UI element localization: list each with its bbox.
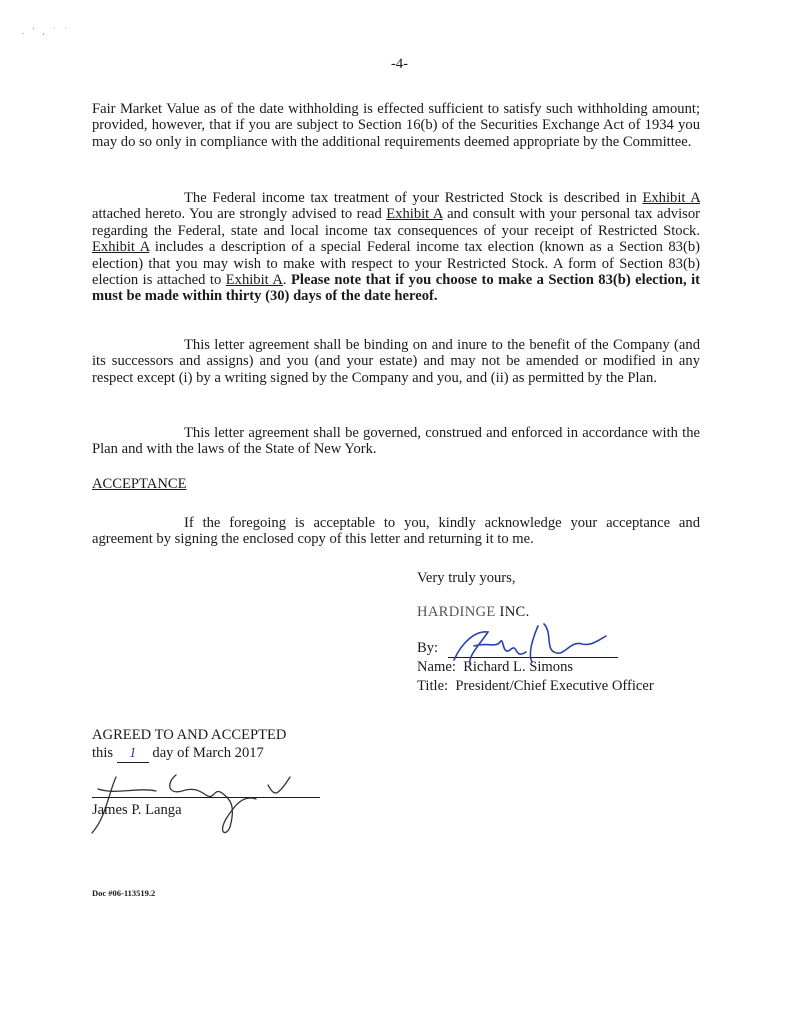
employee-signature-line — [92, 797, 320, 798]
this-label: this — [92, 745, 114, 761]
exhibit-a-ref-1: Exhibit A — [642, 190, 700, 206]
paragraph-binding: This letter agreement shall be binding on and inure to the benefit of the Company (and its successors and assigns) and you (and your estate) and may not be amended or modified in any respect except (i) by a writing signed by the Company and you, and (ii) as permitted by the Plan. — [92, 337, 700, 386]
tax-text-1: The Federal income tax treatment of your Restricted Stock is described in — [184, 190, 643, 206]
tax-text-2: attached hereto. You are strongly advised to read — [92, 206, 387, 223]
document-id: Doc #06-113519.2 — [92, 888, 156, 898]
exhibit-a-ref-4: Exhibit A — [225, 272, 283, 289]
exhibit-a-ref-2: Exhibit A — [386, 206, 443, 223]
signer-title-row — [417, 678, 654, 695]
page-number: -4- — [391, 56, 408, 72]
name-label: Name: — [417, 659, 456, 675]
tax-text-4: includes a description of a special Federal income tax election (known as a Section 83(b) election) that you may wish to make with respect to your Restricted Stock. A form of Section 83(b) election is attached to — [92, 239, 700, 289]
election-deadline-notice: Please note that if you choose to make a Section 83(b) election, it must be made within thirty (30) days of the date hereof. — [92, 272, 700, 305]
signer-title: President/Chief Executive Officer — [455, 678, 654, 694]
by-label: By: — [417, 640, 439, 656]
title-label: Title: — [417, 678, 449, 694]
paragraph-tax-treatment — [92, 190, 700, 305]
tax-text-3: and consult with your personal tax advisor regarding the Federal, state and local income tax consequences of your receipt of Restricted Stock. — [92, 206, 700, 239]
company-name-part1: HARDINGE — [417, 604, 496, 620]
date-line — [92, 745, 264, 763]
company-name-part2: INC. — [495, 604, 530, 620]
day-suffix: day of March 2017 — [152, 745, 264, 761]
paragraph-withholding: Fair Market Value as of the date withholding is effected sufficient to satisfy such withholding amount; provided, however, that if you are subject to Section 16(b) of the Securities Exchange Act of 1934 you may do so only in compliance with the additional requirements deemed appropriate by the Committee. — [92, 101, 700, 150]
employee-name: James P. Langa — [92, 802, 182, 818]
paragraph-governing-law: This letter agreement shall be governed, construed and enforced in accordance with the Plan and with the laws of the State of New York. — [92, 425, 700, 458]
closing-salutation: Very truly yours, — [417, 570, 516, 586]
scan-specks: . ' , ˙ ˙ — [22, 26, 71, 36]
paragraph-acceptance: If the foregoing is acceptable to you, kindly acknowledge your acceptance and agreement by signing the enclosed copy of this letter and returning it to me. — [92, 515, 700, 548]
acceptance-heading: ACCEPTANCE — [92, 476, 187, 492]
signer-name: Richard L. Simons — [463, 659, 574, 675]
exhibit-a-ref-3: Exhibit A — [92, 239, 150, 256]
agreed-accepted-line: AGREED TO AND ACCEPTED — [92, 727, 287, 743]
day-value: 1 — [117, 745, 149, 763]
tax-text-5: . — [282, 272, 292, 289]
ceo-signature — [440, 612, 620, 670]
